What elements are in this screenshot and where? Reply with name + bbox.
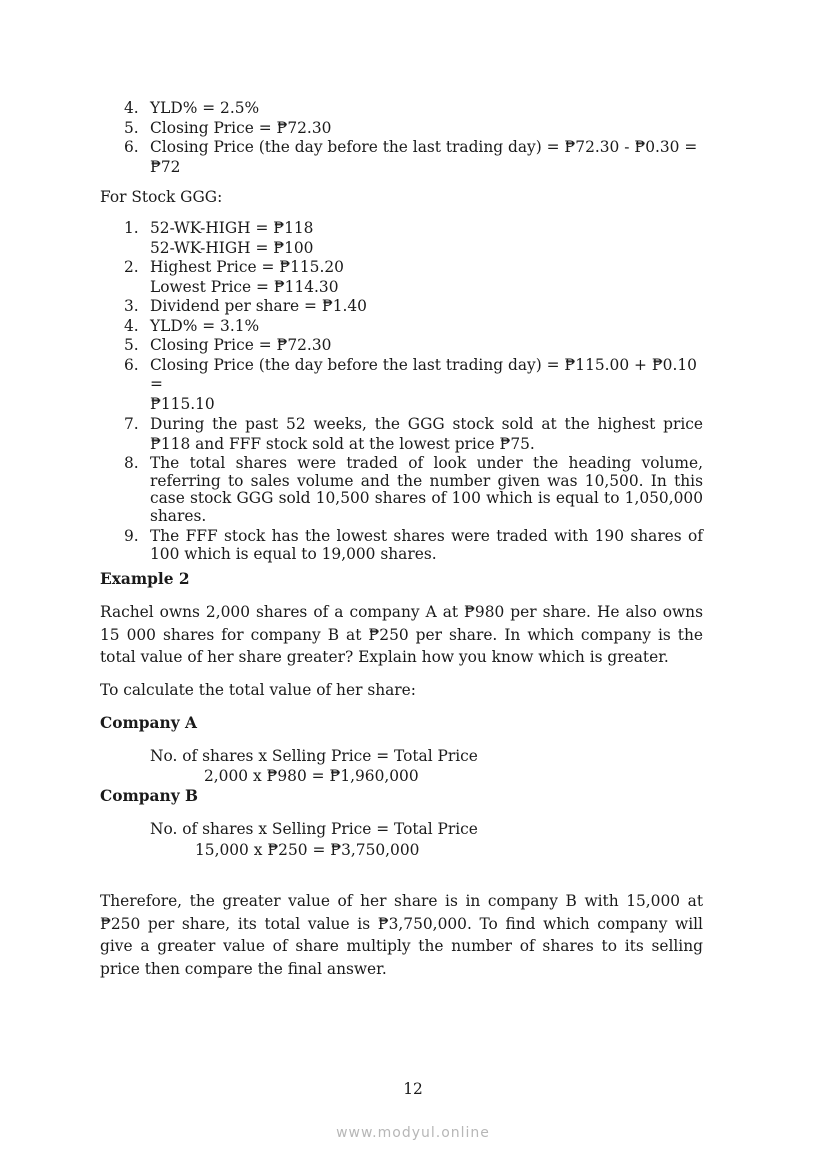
list-number: 4. <box>124 316 139 335</box>
answers-list <box>100 415 703 564</box>
list-item <box>100 336 703 356</box>
list-text: Lowest Price = ₱114.30 <box>150 277 339 296</box>
list-number: 5. <box>124 336 139 354</box>
company-b-heading: Company B <box>100 787 199 805</box>
intro-paragraph: To calculate the total value of her share: <box>100 681 416 699</box>
stock-ggg-heading: For Stock GGG: <box>100 188 223 206</box>
list-item <box>100 297 703 317</box>
list-text: YLD% = 2.5% <box>150 99 260 117</box>
company-a-formula: No. of shares x Selling Price = Total Price <box>150 747 478 765</box>
list-text: Closing Price (the day before the last trading day) = ₱72.30 - ₱0.30 = ₱72 <box>150 138 698 176</box>
list-item <box>100 317 703 337</box>
top-list <box>100 99 703 177</box>
list-number: 3. <box>124 297 139 315</box>
list-text: The FFF stock has the lowest shares were traded with 190 shares of 100 which is equal to 19,000 shares. <box>150 526 703 564</box>
list-item <box>100 527 703 564</box>
example-heading: Example 2 <box>100 570 190 588</box>
list-number: 8. <box>124 454 139 472</box>
list-item <box>100 99 703 119</box>
list-text: ₱115.10 <box>150 394 215 413</box>
list-item <box>100 119 703 139</box>
list-number: 6. <box>124 355 139 374</box>
problem-paragraph: Rachel owns 2,000 shares of a company A at ₱980 per share. He also owns 15 000 shares for company B at ₱250 per share. In which company is the total value of her share greater? Explain how you know which is greater. <box>100 603 703 666</box>
list-item <box>100 356 703 415</box>
list-text: Dividend per share = ₱1.40 <box>150 297 367 315</box>
list-item <box>100 258 703 297</box>
company-a-calc: 2,000 x ₱980 = ₱1,960,000 <box>204 767 419 785</box>
list-text: YLD% = 3.1% <box>150 316 260 335</box>
list-text: Closing Price = ₱72.30 <box>150 118 332 137</box>
list-number: 4. <box>124 99 139 117</box>
watermark: www.modyul.online <box>336 1125 490 1141</box>
list-number: 7. <box>124 415 139 433</box>
ggg-list <box>100 219 703 414</box>
page-number: 12 <box>403 1080 423 1098</box>
company-b-calc: 15,000 x ₱250 = ₱3,750,000 <box>195 841 420 859</box>
list-text: During the past 52 weeks, the GGG stock sold at the highest price ₱118 and FFF stock sold at the lowest price ₱75. <box>150 415 703 453</box>
list-number: 9. <box>124 526 139 545</box>
list-number: 2. <box>124 258 139 276</box>
company-a-heading: Company A <box>100 714 197 732</box>
list-text: Closing Price = ₱72.30 <box>150 336 332 354</box>
list-item <box>100 455 703 526</box>
list-item <box>100 219 703 258</box>
list-item <box>100 138 703 177</box>
list-number: 5. <box>124 118 139 137</box>
list-text: 52-WK-HIGH = ₱118 <box>150 219 314 237</box>
conclusion-paragraph: Therefore, the greater value of her share is in company B with 15,000 at ₱250 per share, its total value is ₱3,750,000. To find which company will give a greater value of share multiply the number of shares to its selling price then compare the final answer. <box>100 892 703 978</box>
list-text: Closing Price (the day before the last trading day) = ₱115.00 + ₱0.10 = <box>150 355 697 393</box>
list-item <box>100 415 703 454</box>
list-text: 52-WK-HIGH = ₱100 <box>150 238 314 257</box>
list-number: 6. <box>124 138 139 156</box>
company-b-formula: No. of shares x Selling Price = Total Price <box>150 820 478 838</box>
list-number: 1. <box>124 219 139 237</box>
list-text: Highest Price = ₱115.20 <box>150 258 344 276</box>
list-text: The total shares were traded of look under the heading volume, referring to sales volume and the number given was 10,500. In this case stock GGG sold 10,500 shares of 100 which is equal to 1,050,000 shares. <box>150 454 703 526</box>
